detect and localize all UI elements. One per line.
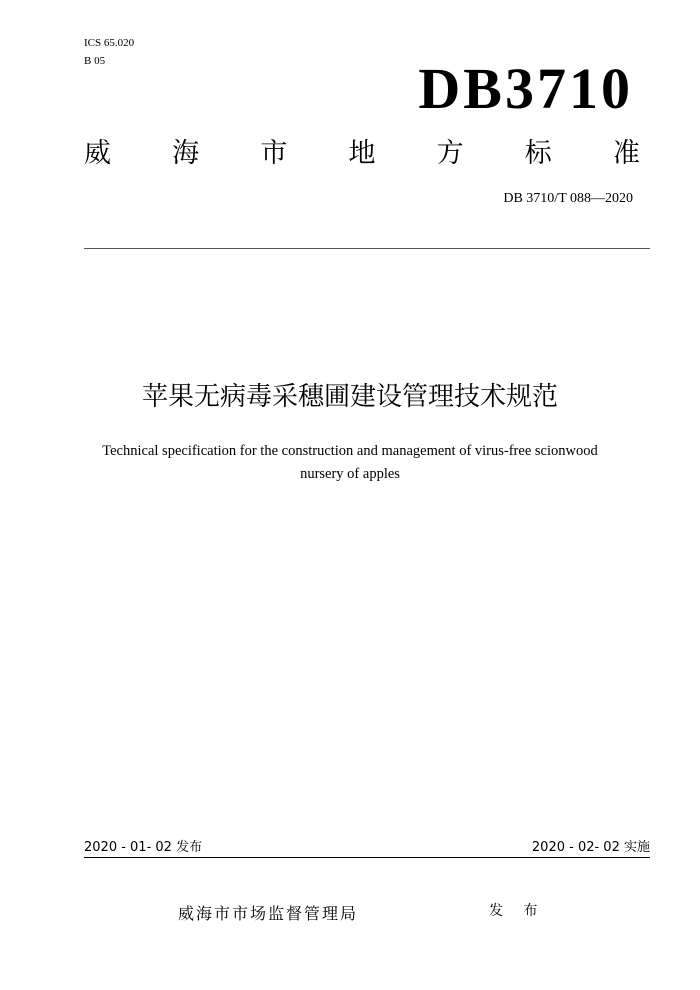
- english-title-line: Technical specification for the construction and management of virus-free scionwood: [102, 443, 598, 459]
- standard-type-char: 方: [436, 138, 464, 169]
- issue-date: 2020 - 01- 02 发布: [84, 840, 203, 855]
- document-title-english: [60, 440, 640, 486]
- standard-type-char: 市: [260, 138, 288, 169]
- english-title-line: nursery of apples: [300, 466, 400, 482]
- standard-type: [84, 136, 640, 172]
- standard-type-char: 地: [348, 138, 376, 169]
- standard-type-char: 海: [172, 138, 200, 169]
- footer-divider: [84, 857, 650, 858]
- standard-type-char: 标: [524, 138, 552, 169]
- implementation-date: 2020 - 02- 02 实施: [531, 840, 650, 855]
- standard-type-char: 准: [612, 138, 640, 169]
- standard-type-char: 威: [84, 138, 111, 169]
- document-title-chinese: 苹果无病毒采穗圃建设管理技术规范: [141, 382, 558, 412]
- ics-code: ICS 65.020: [84, 37, 135, 49]
- standard-logo: DB3710: [418, 56, 633, 121]
- standard-number: DB 3710/T 088—2020: [503, 191, 633, 206]
- ccs-code: B 05: [84, 55, 106, 67]
- publish-label: 发 布: [489, 903, 546, 919]
- issuing-authority: 威海市市场监督管理局: [178, 904, 359, 923]
- header-divider: [84, 248, 650, 249]
